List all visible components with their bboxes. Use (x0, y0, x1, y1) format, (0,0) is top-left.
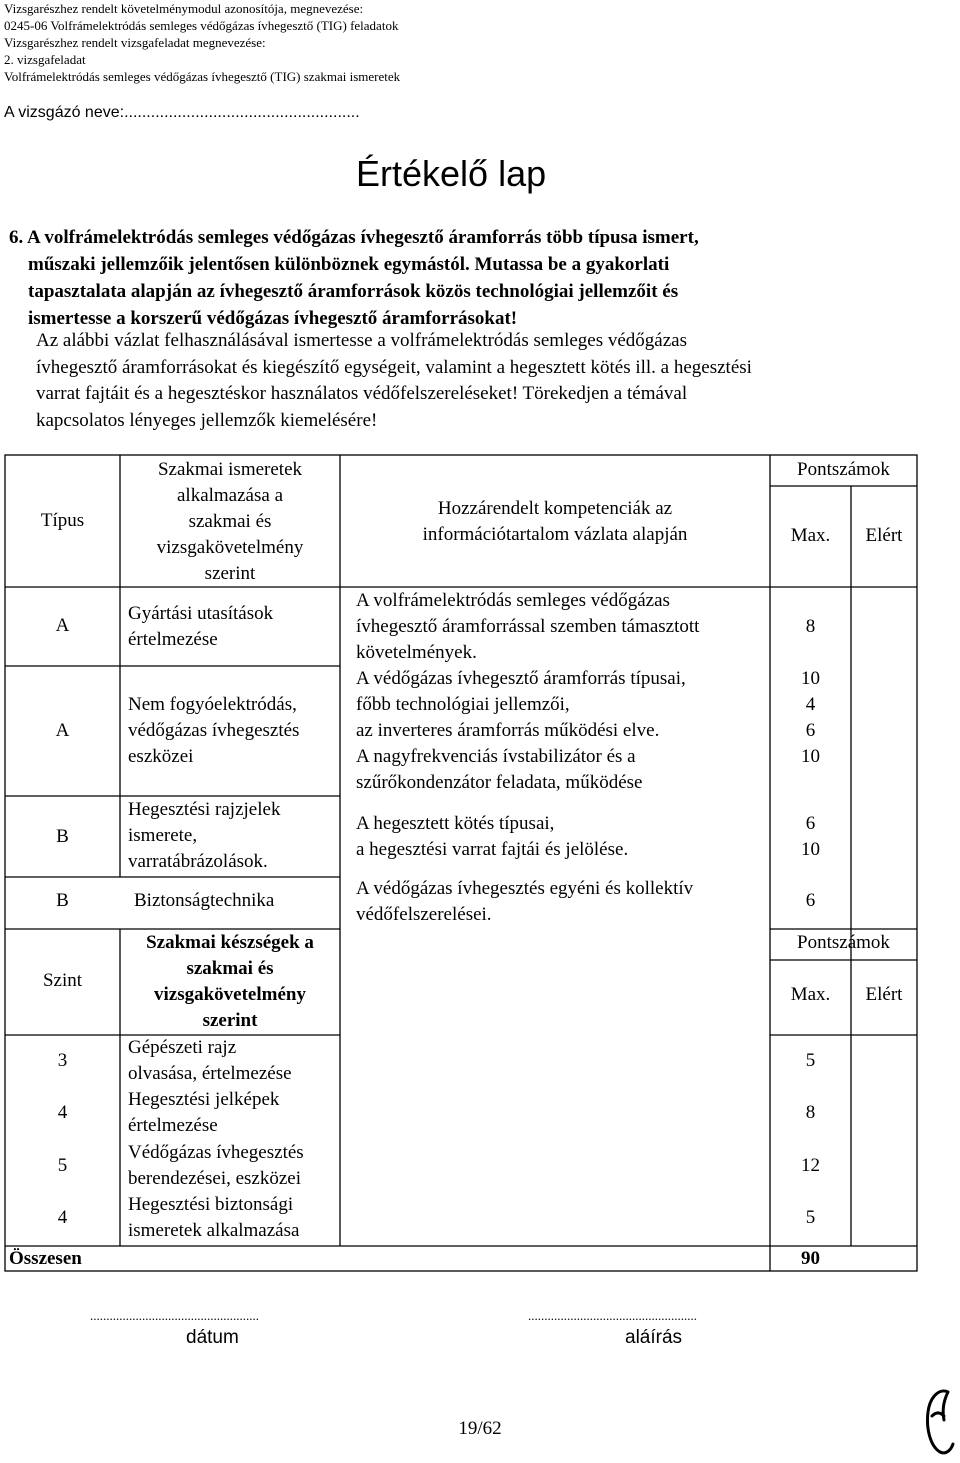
knowledge-line: Gyártási utasítások (128, 603, 274, 624)
skill-line: ismeretek alkalmazása (128, 1220, 300, 1241)
instruction-line: kapcsolatos lényeges jellemzők kiemelésére! (36, 409, 378, 431)
row-competence (356, 666, 686, 796)
max-value: 8 (805, 616, 816, 637)
page-number: 19/62 (458, 1418, 502, 1439)
skill-level: 4 (57, 1102, 68, 1123)
competence-line: A volfrámelektródás semleges védőgázas (356, 590, 670, 611)
competence-line: követelmények. (356, 642, 477, 663)
competence-line: főbb technológiai jellemzői, (356, 694, 570, 715)
competence-line: A hegesztett kötés típusai, (356, 813, 555, 834)
knowledge-line: értelmezése (128, 629, 218, 650)
row-type: A (55, 720, 70, 741)
knowledge-line: eszközei (128, 746, 194, 767)
max-value: 10 (801, 668, 820, 689)
row-max-points (770, 614, 851, 640)
skill-name (128, 1087, 279, 1139)
header-knowledge-line: Szakmai ismeretek (157, 459, 303, 480)
header-type: Típus (40, 510, 85, 531)
row-max-points (770, 888, 851, 914)
competence-line: szűrőkondenzátor feladata, működése (356, 772, 643, 793)
skill-level: 4 (57, 1207, 68, 1228)
knowledge-line: Hegesztési rajzjelek (128, 799, 281, 820)
task-line: 6. A volfrámelektródás semleges védőgázas ívhegesztő áramforrás több típusa ismert, (9, 227, 699, 248)
header-level: Szint (42, 970, 83, 991)
skill-line: berendezései, eszközei (128, 1168, 302, 1189)
competence-line: ívhegesztő áramforrással szemben támasztott (356, 616, 700, 637)
task-line: ismertesse a korszerű védőgázas ívhegesztő áramforrásokat! (9, 308, 518, 329)
page-title: Értékelő lap (356, 153, 547, 194)
competence-line: A nagyfrekvenciás ívstabilizátor és a (356, 746, 636, 767)
exam-task-number: 2. vizsgafeladat (4, 52, 86, 67)
header-max: Max. (790, 525, 831, 546)
knowledge-line: varratábrázolások. (128, 851, 268, 872)
header-achieved: Elért (865, 984, 903, 1005)
skill-max-points: 5 (805, 1207, 816, 1228)
row-knowledge (128, 601, 273, 653)
header-skills-line: szakmai és (186, 958, 274, 979)
max-value: 6 (805, 890, 816, 911)
max-value: 10 (801, 839, 820, 860)
skill-line: Védőgázas ívhegesztés (128, 1142, 304, 1163)
header-knowledge (120, 457, 340, 587)
row-knowledge (128, 692, 299, 770)
competence-line: védőfelszerelései. (356, 904, 492, 925)
row-competence (356, 876, 693, 928)
header-skills-line: Szakmai készségek a (146, 932, 314, 953)
instruction-line: varrat fajtáit és a hegesztéskor használatos védőfelszereléseket! Törekedjen a témával (36, 383, 688, 404)
knowledge-line: Nem fogyóelektródás, (128, 694, 297, 715)
skill-name (128, 1140, 304, 1192)
header-points: Pontszámok (797, 459, 890, 480)
instruction-line: ívhegesztő áramforrásokat és kiegészítő egységeit, valamint a hegesztett kötés ill. a hegesztési (36, 356, 752, 378)
module-label: Vizsgarészhez rendelt követelménymodul azonosítója, megnevezése: (4, 1, 364, 16)
header-competence-line: információtartalom vázlata alapján (422, 524, 688, 545)
row-type: B (56, 826, 69, 847)
header-skills-line: szerint (202, 1010, 258, 1031)
max-value: 4 (805, 694, 816, 715)
row-competence (356, 588, 699, 666)
task-line: műszaki jellemzőik jelentősen különböznek egymástól. Mutassa be a gyakorlati (9, 254, 670, 275)
skill-name (128, 1192, 299, 1244)
handwritten-mark-icon (918, 1386, 958, 1460)
date-label: dátum (186, 1327, 239, 1348)
skill-max-points: 12 (801, 1155, 820, 1176)
date-line[interactable]: .................................................... (90, 1308, 259, 1323)
signature-label: aláírás (625, 1327, 683, 1348)
row-type: A (55, 615, 70, 636)
row-max-points (770, 811, 851, 863)
max-value: 6 (805, 813, 816, 834)
row-type: B (56, 890, 69, 911)
max-value: 10 (801, 746, 820, 767)
header-knowledge-line: alkalmazása a (176, 485, 283, 506)
header-achieved: Elért (865, 525, 903, 546)
header-skills-line: vizsgakövetelmény (154, 984, 306, 1005)
header-competence-line: Hozzárendelt kompetenciák az (437, 498, 673, 519)
skill-name (128, 1035, 292, 1087)
row-knowledge (128, 797, 280, 875)
header-points: Pontszámok (797, 932, 890, 953)
skill-line: Hegesztési jelképek (128, 1089, 280, 1110)
skill-line: Hegesztési biztonsági (128, 1194, 294, 1215)
skill-level: 5 (57, 1155, 68, 1176)
instruction-line: Az alábbi vázlat felhasználásával ismertesse a volfrámelektródás semleges védőgázas (36, 330, 687, 351)
skill-line: értelmezése (128, 1115, 218, 1136)
skill-max-points: 5 (805, 1050, 816, 1071)
candidate-name-field[interactable]: A vizsgázó neve:..................................................... (4, 104, 360, 121)
skill-line: olvasása, értelmezése (128, 1063, 292, 1084)
module-name: 0245-06 Volfrámelektródás semleges védőgázas ívhegesztő (TIG) feladatok (4, 18, 399, 33)
competence-line: A védőgázas ívhegesztő áramforrás típusai, (356, 668, 686, 689)
competence-line: az inverteres áramforrás működési elve. (356, 720, 660, 741)
total-points: 90 (801, 1248, 820, 1269)
knowledge-line: védőgázas ívhegesztés (128, 720, 300, 741)
competence-line: a hegesztési varrat fajtái és jelölése. (356, 839, 629, 860)
skill-line: Gépészeti rajz (128, 1037, 237, 1058)
header-knowledge-line: vizsgakövetelmény (156, 537, 304, 558)
header-max: Max. (790, 984, 831, 1005)
exam-task-label: Vizsgarészhez rendelt vizsgafeladat megnevezése: (4, 35, 266, 50)
skill-level: 3 (57, 1050, 68, 1071)
header-competence (340, 496, 770, 548)
row-competence (356, 811, 628, 863)
row-max-points (770, 666, 851, 770)
max-value: 6 (805, 720, 816, 741)
competence-line: A védőgázas ívhegesztés egyéni és kollektív (356, 878, 694, 899)
knowledge-line: ismerete, (128, 825, 198, 846)
total-label: Összesen (9, 1248, 82, 1269)
knowledge-line: Biztonságtechnika (134, 890, 275, 911)
header-skills (120, 930, 340, 1034)
header-knowledge-line: szakmai és (188, 511, 272, 532)
row-knowledge (134, 888, 274, 914)
task-line: tapasztalata alapján az ívhegesztő áramforrások közös technológiai jellemzőit és (9, 281, 679, 302)
header-knowledge-line: szerint (204, 563, 256, 584)
skill-max-points: 8 (805, 1102, 816, 1123)
signature-line[interactable]: .................................................... (528, 1308, 697, 1323)
exam-task-name: Volfrámelektródás semleges védőgázas ívhegesztő (TIG) szakmai ismeretek (4, 69, 401, 84)
